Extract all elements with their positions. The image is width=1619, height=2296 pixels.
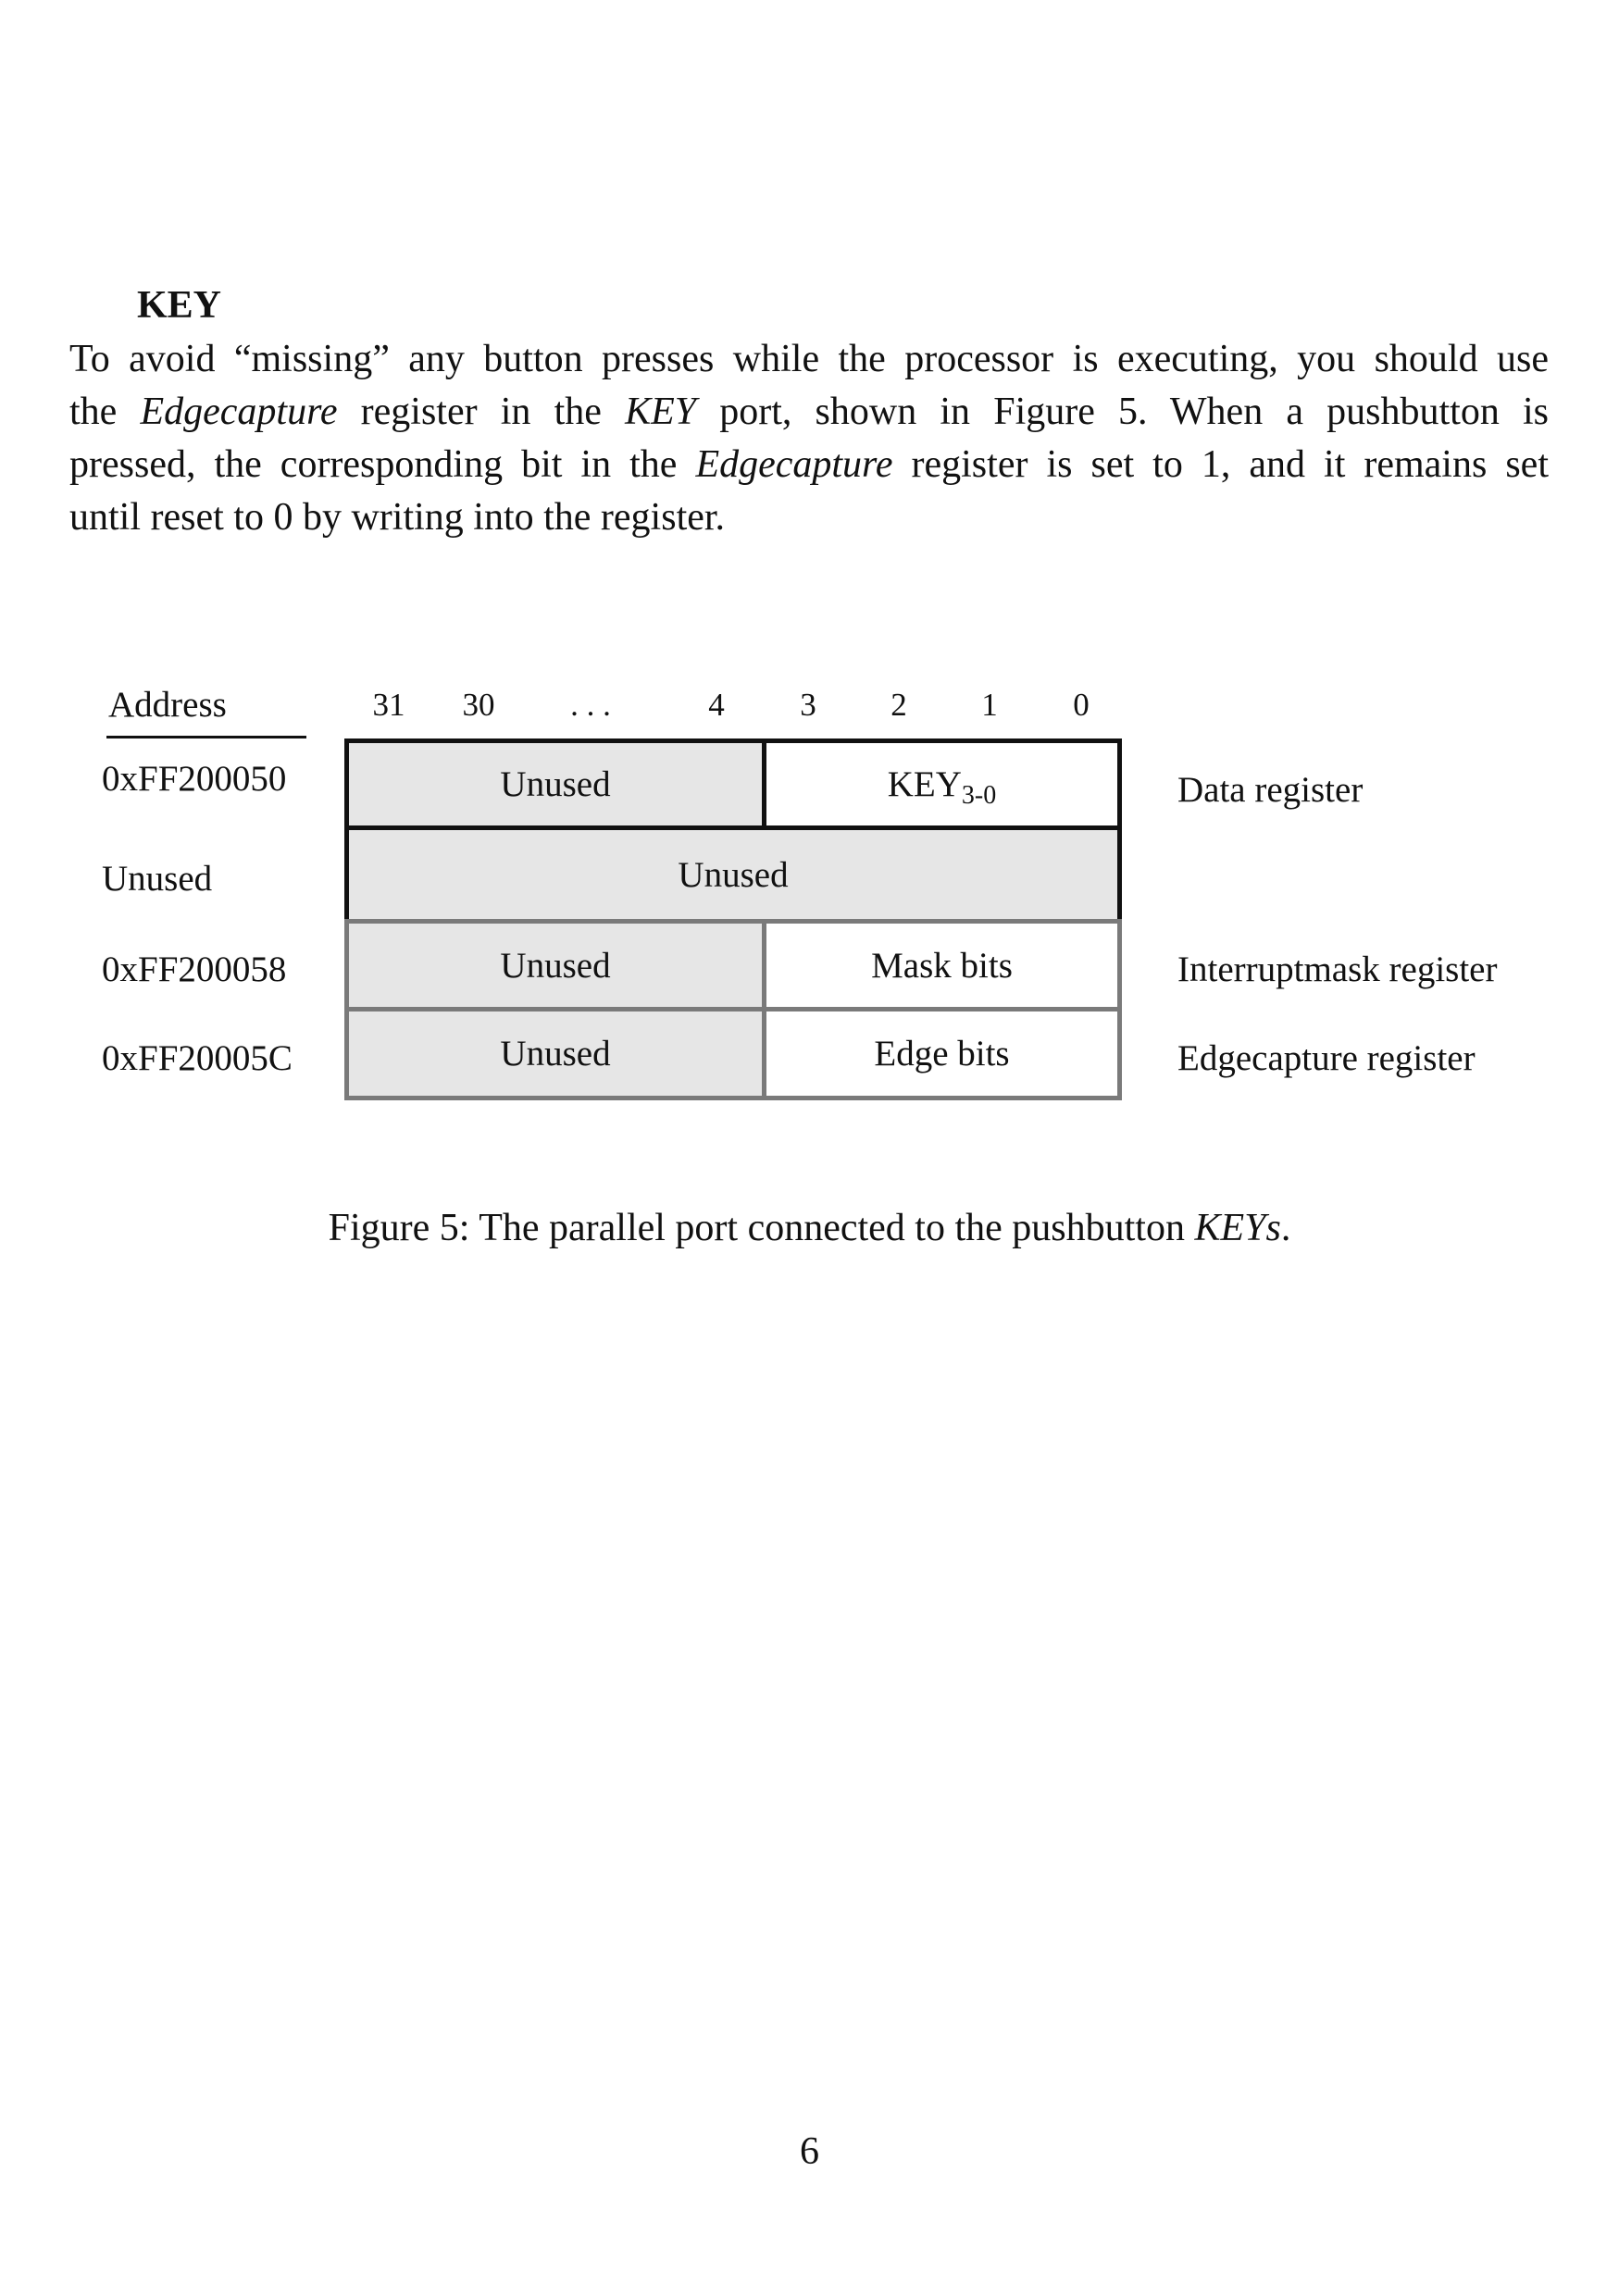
section-heading: KEY xyxy=(137,284,222,327)
figure-caption: Figure 5: The parallel port connected to the pushbutton KEYs. xyxy=(328,1207,1291,1249)
address-label: 0xFF200058 xyxy=(102,949,287,989)
register-description: Data register xyxy=(1177,770,1364,810)
register-description: Edgecapture register xyxy=(1177,1038,1476,1078)
bit-label: 1 xyxy=(981,687,998,723)
bit-label: 30 xyxy=(462,687,495,723)
address-label: Unused xyxy=(102,859,213,899)
bit-label: . . . xyxy=(570,687,611,723)
bit-label: 0 xyxy=(1073,687,1090,723)
bit-label: 4 xyxy=(708,687,725,723)
unused-field: Unused xyxy=(344,1007,766,1100)
address-underline xyxy=(106,736,306,738)
paragraph-line-2: the Edgecapture register in the KEY port, shown in Figure 5. When a pushbutton is xyxy=(69,391,1549,433)
paragraph-line-4: until reset to 0 by writing into the register. xyxy=(69,496,726,539)
mask-bits-field: Mask bits xyxy=(762,919,1122,1011)
page-number: 6 xyxy=(800,2130,819,2173)
key-field: KEY 3-0 xyxy=(762,738,1122,830)
unused-field: Unused xyxy=(344,919,766,1011)
paragraph-line-1: To avoid “missing” any button presses while the processor is executing, you should use xyxy=(69,338,1549,380)
address-header: Address xyxy=(108,685,227,725)
unused-field: Unused xyxy=(344,825,1122,924)
address-label: 0xFF20005C xyxy=(102,1038,293,1078)
address-label: 0xFF200050 xyxy=(102,759,287,799)
edge-bits-field: Edge bits xyxy=(762,1007,1122,1100)
bit-label: 3 xyxy=(800,687,816,723)
paragraph-line-3: pressed, the corresponding bit in the Edgecapture register is set to 1, and it remains set xyxy=(69,443,1549,486)
bit-label: 2 xyxy=(890,687,907,723)
bit-label: 31 xyxy=(372,687,405,723)
unused-field: Unused xyxy=(344,738,766,830)
register-description: Interruptmask register xyxy=(1177,949,1498,989)
